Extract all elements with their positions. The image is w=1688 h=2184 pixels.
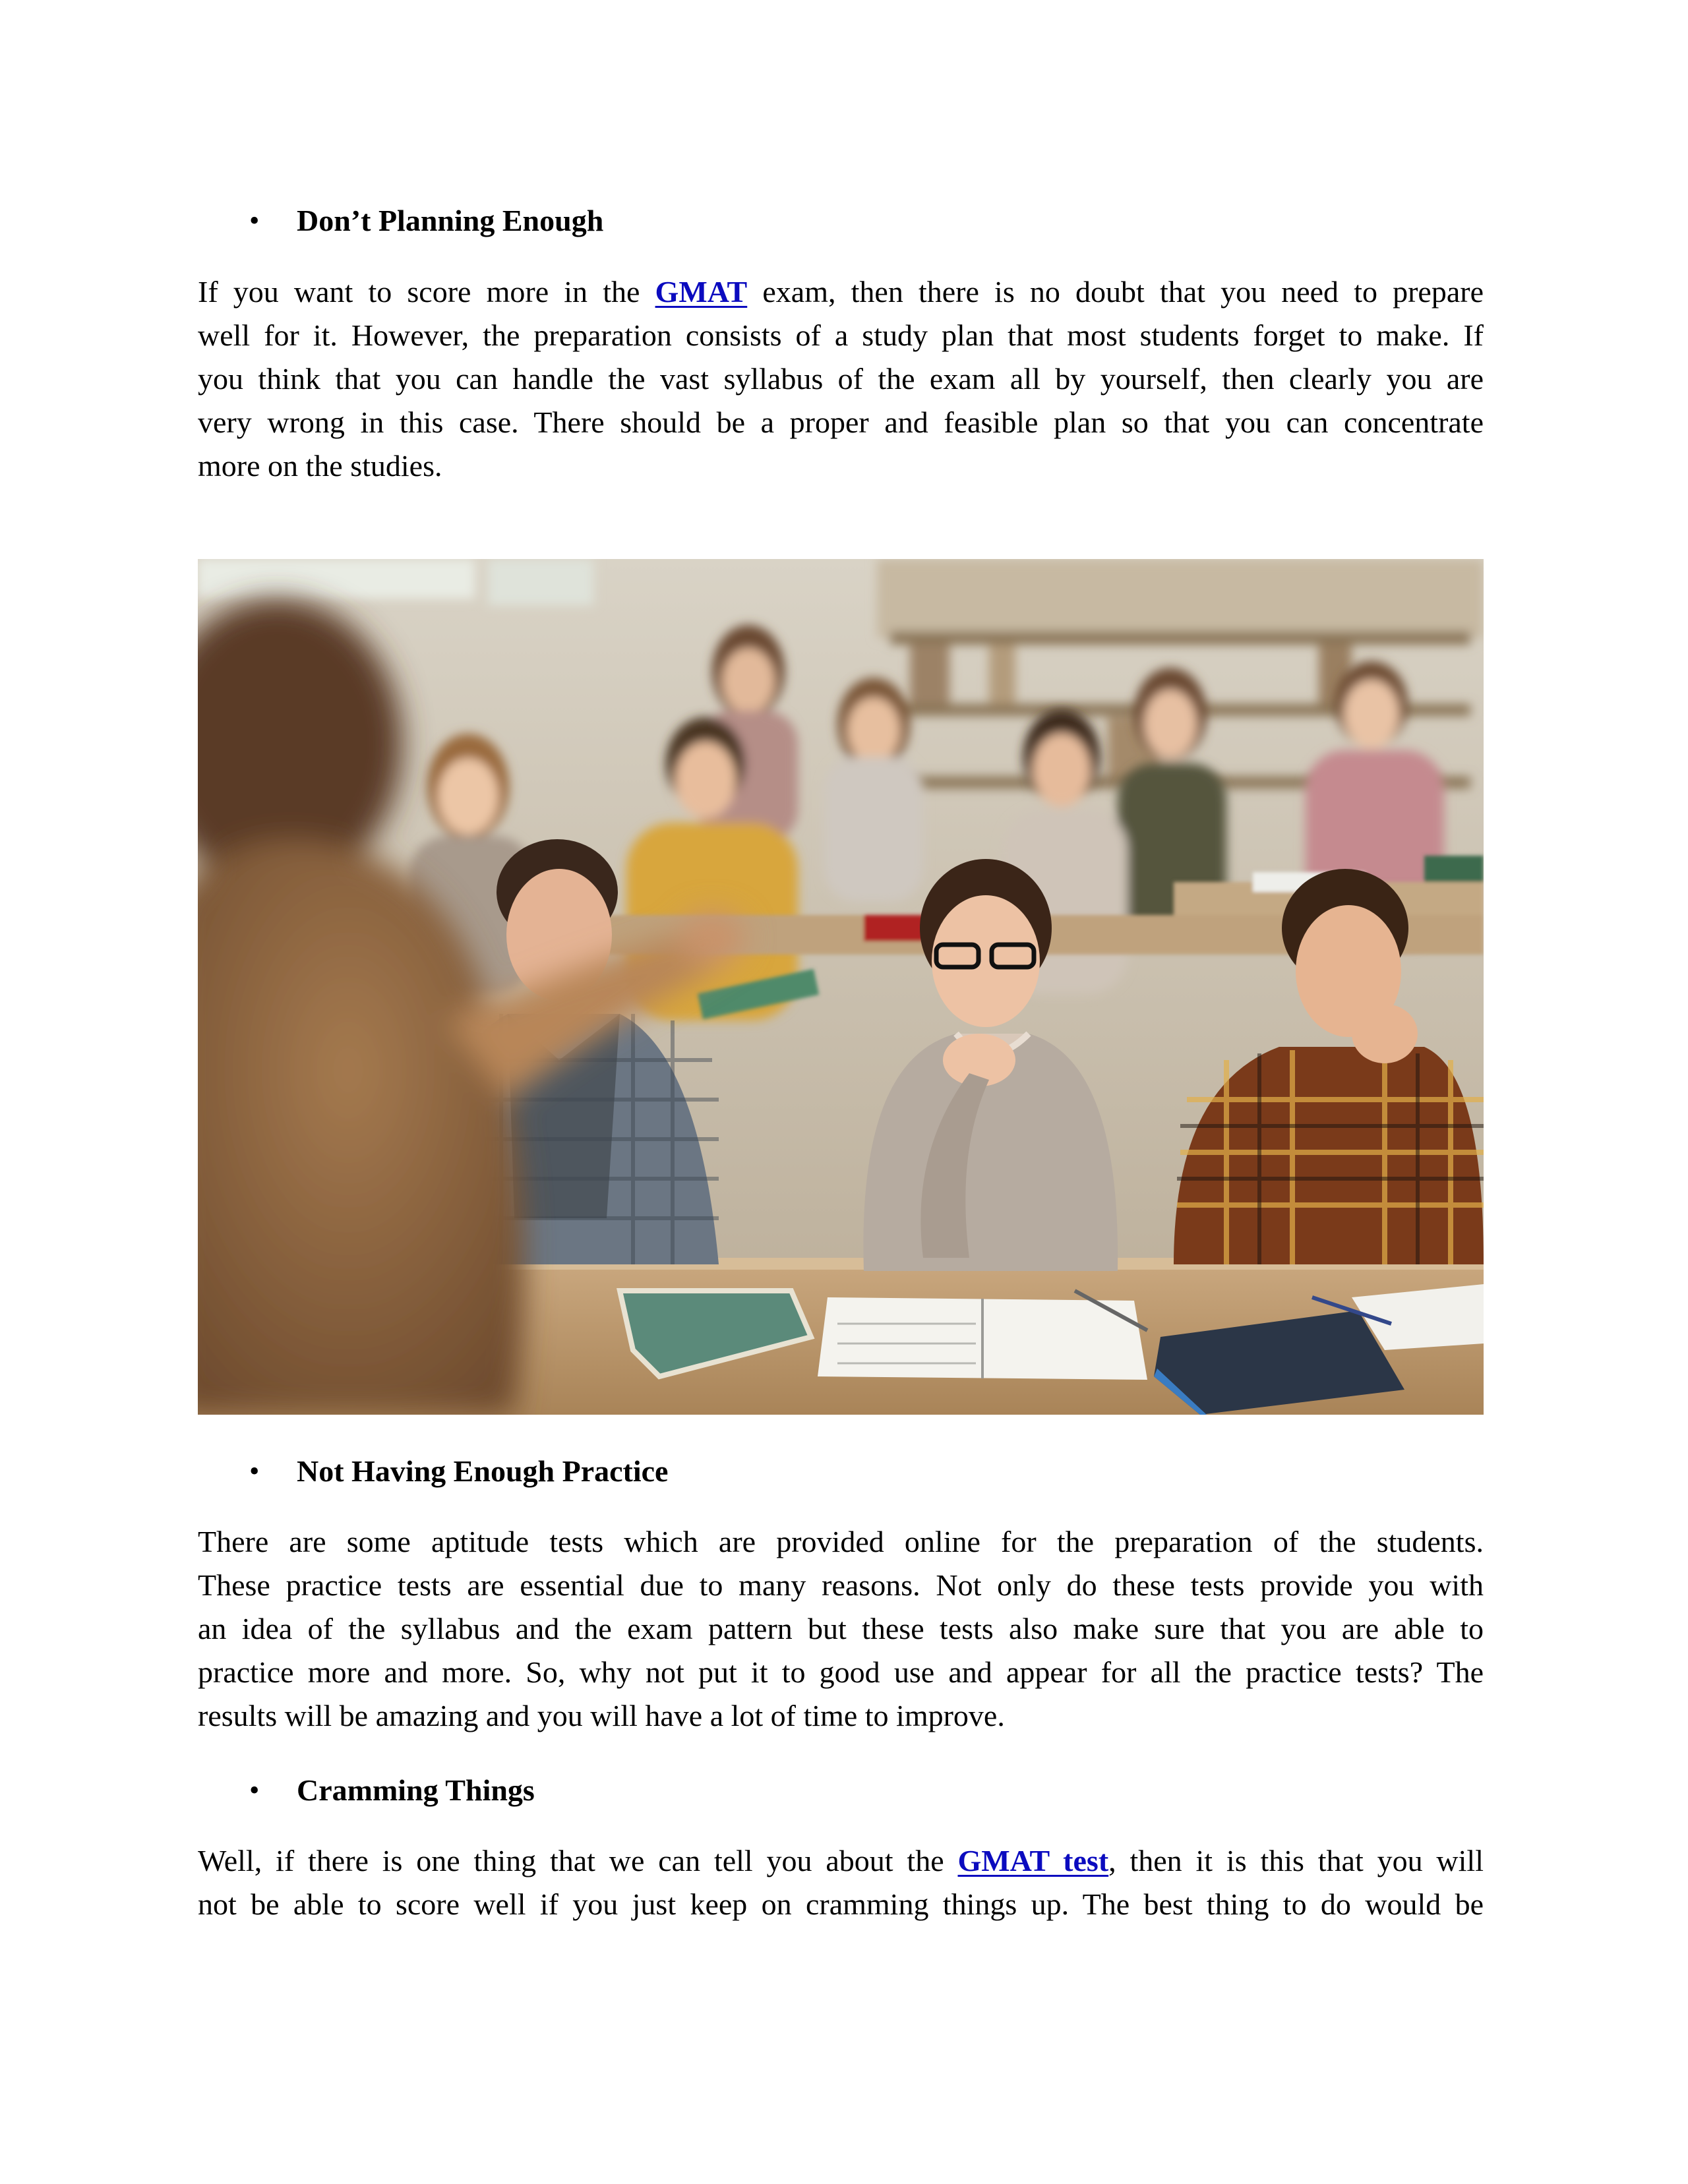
classroom-photo [198,559,1484,1415]
paragraph-line: Well, if there is one thing that we can tell you about the GMAT test, then it is this that you will [198,1844,1484,1877]
heading-text: Not Having Enough Practice [297,1454,669,1488]
classroom-illustration [198,559,1484,1415]
gmat-link[interactable]: GMAT [655,275,748,309]
bullet-point: • [249,1455,260,1487]
paragraph-line: If you want to score more in the GMAT exam, then there is no doubt that you need to prepare [198,275,1484,309]
bullet-point: • [249,1774,260,1806]
paragraph-line: results will be amazing and you will have a lot of time to improve. [198,1699,1005,1732]
bullet-point: • [249,204,260,237]
gmat-test-link[interactable]: GMAT test [957,1844,1109,1877]
paragraph-line: These practice tests are essential due to many reasons. Not only do these tests provide you with [198,1568,1484,1602]
paragraph-cramming [198,1839,1484,1926]
paragraph-line: you think that you can handle the vast syllabus of the exam all by yourself, then clearly you are [198,362,1484,396]
heading-text: Don’t Planning Enough [297,204,604,237]
paragraph-line: practice more and more. So, why not put it to good use and appear for all the practice tests? The [198,1655,1484,1689]
paragraph-planning [198,270,1484,488]
paragraph-line: more on the studies. [198,449,442,483]
paragraph-practice [198,1520,1484,1738]
paragraph-line: well for it. However, the preparation consists of a study plan that most students forget to make. If [198,318,1484,352]
paragraph-line: not be able to score well if you just keep on cramming things up. The best thing to do would be [198,1887,1484,1921]
paragraph-line: an idea of the syllabus and the exam pattern but these tests also make sure that you are able to [198,1612,1484,1645]
paragraph-line: There are some aptitude tests which are provided online for the preparation of the students. [198,1525,1484,1558]
paragraph-line: very wrong in this case. There should be a proper and feasible plan so that you can concentrate [198,405,1484,439]
heading-text: Cramming Things [297,1773,535,1807]
